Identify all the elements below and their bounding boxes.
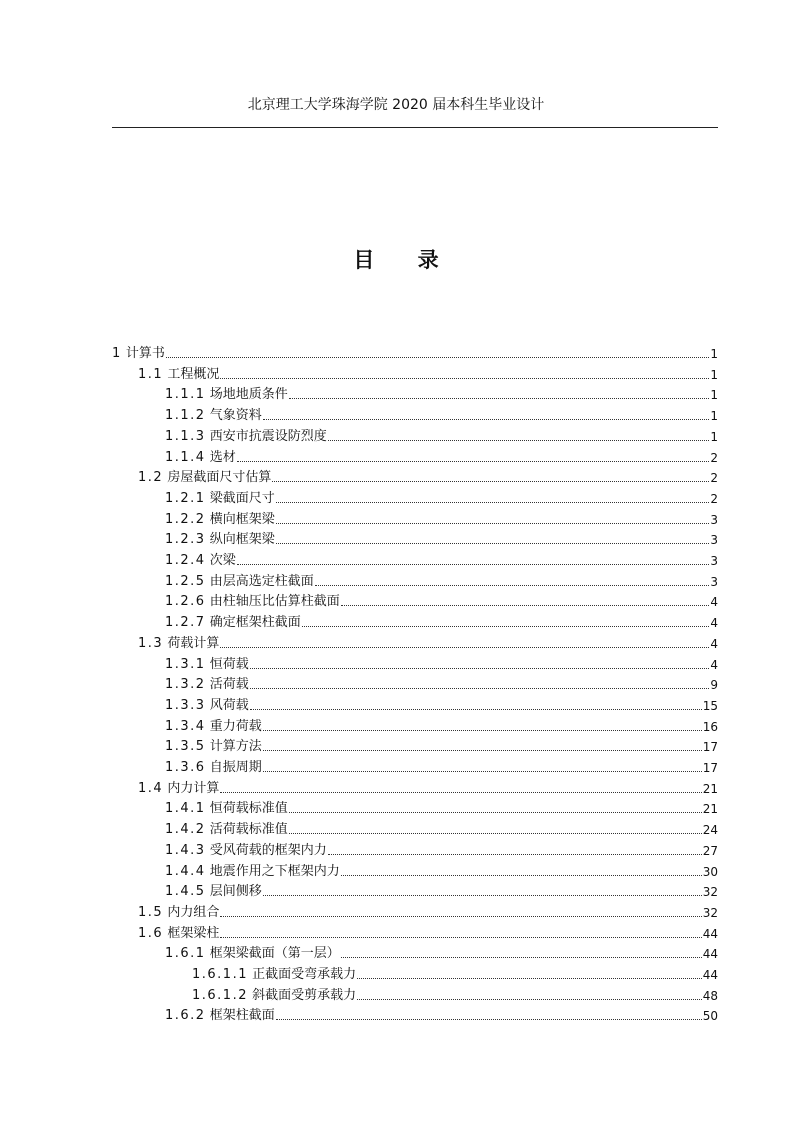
toc-entry-number: 1.4 bbox=[138, 780, 164, 796]
toc-entry-text: 地震作用之下框架内力 bbox=[209, 863, 340, 879]
toc-entry[interactable] bbox=[165, 425, 718, 445]
toc-dot-leader bbox=[263, 749, 702, 751]
toc-title: 目 录 bbox=[353, 247, 457, 272]
toc-entry-page: 27 bbox=[702, 843, 718, 858]
toc-entry-page: 9 bbox=[710, 678, 718, 693]
toc-entry[interactable] bbox=[138, 466, 718, 486]
toc-entry-number: 1.3.1 bbox=[165, 656, 206, 672]
toc-entry[interactable] bbox=[165, 590, 718, 610]
toc-entry-number: 1.3.4 bbox=[165, 718, 206, 734]
toc-entry-page: 48 bbox=[702, 988, 718, 1003]
toc-entry[interactable] bbox=[165, 528, 718, 548]
toc-entry-label bbox=[165, 615, 301, 631]
toc-entry-page: 1 bbox=[710, 429, 718, 444]
toc-dot-leader bbox=[220, 646, 709, 648]
toc-entry-number: 1.4.3 bbox=[165, 842, 206, 858]
toc-entry-page: 1 bbox=[710, 347, 718, 361]
toc-entry-label bbox=[192, 988, 356, 1004]
toc-entry-number: 1.4.4 bbox=[165, 863, 206, 879]
toc-entry-text: 内力组合 bbox=[167, 904, 220, 920]
toc-dot-leader bbox=[237, 460, 710, 462]
toc-entry-page: 1 bbox=[710, 367, 718, 382]
toc-dot-leader bbox=[250, 708, 702, 710]
toc-entry-text: 荷载计算 bbox=[167, 635, 220, 651]
toc-entry-label bbox=[165, 491, 275, 507]
toc-entry[interactable] bbox=[192, 984, 718, 1004]
toc-entry[interactable] bbox=[165, 673, 718, 693]
toc-entry-label bbox=[165, 946, 340, 962]
toc-entry-label bbox=[192, 967, 356, 983]
toc-entry-text: 选材 bbox=[209, 449, 236, 465]
toc-entry-number: 1 bbox=[112, 346, 122, 361]
toc-entry-page: 17 bbox=[702, 740, 718, 755]
toc-entry[interactable] bbox=[165, 383, 718, 403]
toc-entry[interactable] bbox=[165, 446, 718, 466]
toc-entry-page: 4 bbox=[710, 636, 718, 651]
toc-entry[interactable] bbox=[165, 570, 718, 590]
toc-entry[interactable] bbox=[165, 715, 718, 735]
toc-dot-leader bbox=[357, 977, 702, 979]
toc-entry-label bbox=[138, 926, 219, 942]
toc-entry-page: 4 bbox=[710, 616, 718, 631]
toc-entry-text: 层间侧移 bbox=[209, 884, 262, 900]
toc-entry-label bbox=[165, 387, 288, 403]
toc-entry-number: 1.2.7 bbox=[165, 615, 206, 631]
toc-entry-text: 内力计算 bbox=[167, 780, 220, 796]
toc-dot-leader bbox=[220, 791, 701, 793]
toc-entry-label bbox=[165, 1008, 275, 1024]
toc-entry-number: 1.1.4 bbox=[165, 449, 206, 465]
toc-entry-text: 框架柱截面 bbox=[209, 1008, 275, 1024]
toc-entry-text: 横向框架梁 bbox=[209, 511, 275, 527]
toc-entry[interactable] bbox=[165, 653, 718, 673]
toc-dot-leader bbox=[220, 915, 701, 917]
toc-entry-number: 1.2.1 bbox=[165, 490, 206, 506]
toc-entry-page: 3 bbox=[710, 533, 718, 548]
toc-entry-label bbox=[165, 864, 340, 880]
toc-entry-number: 1.2.4 bbox=[165, 553, 206, 568]
toc-entry[interactable] bbox=[192, 963, 718, 983]
toc-entry-text: 气象资料 bbox=[209, 408, 262, 424]
toc-entry-label bbox=[138, 636, 219, 652]
toc-entry-text: 西安市抗震设防烈度 bbox=[209, 428, 327, 444]
toc-entry[interactable] bbox=[165, 1004, 718, 1024]
toc-dot-leader bbox=[220, 936, 701, 938]
toc-entry-text: 重力荷载 bbox=[209, 718, 262, 734]
toc-entry-number: 1.1.2 bbox=[165, 408, 206, 424]
toc-entry-label bbox=[165, 760, 262, 776]
toc-entry-number: 1.4.1 bbox=[165, 801, 206, 817]
toc-entry-label bbox=[165, 553, 236, 569]
toc-entry-text: 受风荷载的框架内力 bbox=[209, 842, 327, 858]
toc-entry-number: 1.2 bbox=[138, 470, 164, 486]
toc-entry-text: 房屋截面尺寸估算 bbox=[167, 470, 272, 486]
toc-entry-text: 正截面受弯承载力 bbox=[252, 967, 357, 982]
toc-entry-number: 1.1.1 bbox=[165, 387, 206, 403]
toc-entry-number: 1.2.3 bbox=[165, 532, 206, 548]
toc-entry-text: 框架梁截面（第一层） bbox=[209, 946, 340, 962]
toc-entry-label bbox=[138, 905, 219, 921]
toc-dot-leader bbox=[272, 480, 709, 482]
toc-entry-text: 计算方法 bbox=[209, 739, 262, 755]
toc-entry[interactable] bbox=[165, 735, 718, 755]
toc-entry-page: 16 bbox=[702, 719, 718, 734]
toc-entry-text: 恒荷载标准值 bbox=[209, 801, 288, 817]
toc-entry-label bbox=[165, 801, 288, 817]
toc-entry-number: 1.6 bbox=[138, 925, 164, 941]
toc-entry-label bbox=[165, 677, 249, 693]
toc-entry-page: 44 bbox=[702, 968, 718, 982]
toc-dot-leader bbox=[315, 584, 710, 586]
toc-entry[interactable] bbox=[112, 342, 718, 362]
toc-entry[interactable] bbox=[138, 901, 718, 921]
toc-entry[interactable] bbox=[165, 508, 718, 528]
header-rule bbox=[112, 127, 718, 128]
toc-entry-page: 21 bbox=[702, 802, 718, 817]
toc-entry[interactable] bbox=[138, 777, 718, 797]
toc-entry-text: 次梁 bbox=[209, 553, 236, 568]
toc-entry-label bbox=[112, 346, 165, 362]
toc-entry-label bbox=[165, 884, 262, 900]
toc-entry-number: 1.3.6 bbox=[165, 760, 206, 775]
toc-entry[interactable] bbox=[165, 404, 718, 424]
toc-entry-label bbox=[138, 781, 219, 797]
toc-entry[interactable] bbox=[165, 880, 718, 900]
toc-entry-number: 1.4.5 bbox=[165, 884, 206, 900]
toc-entry[interactable] bbox=[165, 839, 718, 859]
toc-dot-leader bbox=[220, 377, 709, 379]
toc-entry-text: 活荷载标准值 bbox=[209, 822, 288, 838]
toc-entry[interactable] bbox=[165, 860, 718, 880]
toc-dot-leader bbox=[276, 501, 710, 503]
toc-dot-leader bbox=[289, 397, 710, 399]
toc-dot-leader bbox=[328, 853, 702, 855]
toc-entry-text: 斜截面受剪承载力 bbox=[252, 987, 357, 1003]
toc-entry-page: 32 bbox=[702, 885, 718, 900]
toc-entry[interactable] bbox=[165, 942, 718, 962]
toc-entry-label bbox=[165, 594, 340, 610]
toc-entry-number: 1.3.3 bbox=[165, 697, 206, 713]
toc-entry-number: 1.6.2 bbox=[165, 1008, 206, 1024]
toc-entry-text: 计算书 bbox=[125, 346, 165, 361]
toc-entry-label bbox=[138, 470, 271, 486]
toc-entry-page: 3 bbox=[710, 574, 718, 589]
toc-dot-leader bbox=[263, 418, 710, 420]
toc-entry-text: 纵向框架梁 bbox=[209, 532, 275, 548]
toc-entry[interactable] bbox=[138, 363, 718, 383]
toc-dot-leader bbox=[276, 1018, 702, 1020]
toc-entry-page: 50 bbox=[702, 1009, 718, 1024]
toc-entry-page: 2 bbox=[710, 450, 718, 465]
toc-dot-leader bbox=[237, 563, 710, 565]
toc-dot-leader bbox=[263, 729, 702, 731]
toc-entry-page: 1 bbox=[710, 409, 718, 424]
toc-entry-number: 1.1 bbox=[138, 366, 164, 382]
toc-entry-text: 活荷载 bbox=[209, 677, 249, 693]
toc-dot-leader bbox=[357, 998, 702, 1000]
toc-entry-text: 恒荷载 bbox=[209, 656, 249, 672]
toc-entry-text: 框架梁柱 bbox=[167, 925, 220, 941]
toc-entry-label bbox=[165, 719, 262, 735]
toc-entry-text: 风荷载 bbox=[209, 697, 249, 713]
toc-dot-leader bbox=[341, 956, 702, 958]
toc-dot-leader bbox=[328, 439, 710, 441]
toc-entry-label bbox=[165, 657, 249, 673]
toc-entry-number: 1.6.1.1 bbox=[192, 967, 248, 982]
toc-entry-label bbox=[165, 450, 236, 466]
toc-entry-page: 3 bbox=[710, 512, 718, 527]
toc-entry[interactable] bbox=[165, 797, 718, 817]
toc-dot-leader bbox=[289, 811, 702, 813]
toc-entry-text: 梁截面尺寸 bbox=[209, 490, 275, 506]
toc-dot-leader bbox=[289, 832, 702, 834]
toc-entry-page: 15 bbox=[702, 698, 718, 713]
toc-dot-leader bbox=[166, 356, 709, 358]
toc-entry-label bbox=[165, 532, 275, 548]
toc-dot-leader bbox=[263, 770, 702, 772]
toc-entry-number: 1.2.2 bbox=[165, 511, 206, 527]
toc-entry-label bbox=[165, 739, 262, 755]
toc-entry-number: 1.4.2 bbox=[165, 822, 206, 838]
toc-entry-number: 1.2.5 bbox=[165, 573, 206, 589]
toc-dot-leader bbox=[341, 874, 702, 876]
toc-dot-leader bbox=[341, 604, 710, 606]
toc-entry-page: 4 bbox=[710, 595, 718, 610]
toc-entry-label bbox=[165, 574, 314, 590]
toc-entry-label bbox=[165, 698, 249, 714]
toc-dot-leader bbox=[250, 667, 710, 669]
toc-entry[interactable] bbox=[165, 487, 718, 507]
toc-entry[interactable] bbox=[165, 694, 718, 714]
toc-entry-text: 由层高选定柱截面 bbox=[209, 573, 314, 589]
toc-entry[interactable] bbox=[138, 922, 718, 942]
toc-entry-label bbox=[165, 822, 288, 838]
toc-entry-page: 44 bbox=[702, 947, 718, 962]
toc-entry-page: 32 bbox=[702, 905, 718, 920]
toc-entry-number: 1.6.1 bbox=[165, 946, 206, 962]
toc-entry-number: 1.2.6 bbox=[165, 594, 206, 610]
toc-dot-leader bbox=[302, 625, 710, 627]
toc-entry-page: 30 bbox=[702, 864, 718, 879]
toc-dot-leader bbox=[250, 687, 710, 689]
toc-dot-leader bbox=[263, 894, 702, 896]
toc-entry-page: 1 bbox=[710, 388, 718, 403]
toc-entry-label bbox=[165, 843, 327, 859]
toc-entry-page: 44 bbox=[702, 926, 718, 941]
toc-entry-number: 1.6.1.2 bbox=[192, 987, 248, 1003]
toc-entry-page: 24 bbox=[702, 823, 718, 838]
toc-entry-page: 2 bbox=[710, 491, 718, 506]
toc-entry-label bbox=[138, 367, 219, 383]
toc-entry-page: 2 bbox=[710, 471, 718, 486]
toc-entry-page: 17 bbox=[702, 761, 718, 775]
toc-entry[interactable] bbox=[165, 756, 718, 776]
toc-entry-text: 场地地质条件 bbox=[209, 387, 288, 403]
toc-entry-text: 工程概况 bbox=[167, 366, 220, 382]
toc-entry-number: 1.3.5 bbox=[165, 739, 206, 755]
toc-entry-label bbox=[165, 408, 262, 424]
toc-entry-label bbox=[165, 512, 275, 528]
toc-entry-number: 1.3.2 bbox=[165, 677, 206, 693]
toc-entry[interactable] bbox=[165, 818, 718, 838]
toc-entry-label bbox=[165, 429, 327, 445]
toc-entry-number: 1.3 bbox=[138, 635, 164, 651]
toc-entry[interactable] bbox=[138, 632, 718, 652]
toc-entry-number: 1.5 bbox=[138, 904, 164, 920]
toc-entry-text: 由柱轴压比估算柱截面 bbox=[209, 594, 340, 610]
toc-entry[interactable] bbox=[165, 611, 718, 631]
toc-entry-page: 3 bbox=[710, 554, 718, 568]
toc-dot-leader bbox=[276, 542, 710, 544]
running-header: 北京理工大学珠海学院 2020 届本科生毕业设计 bbox=[247, 97, 545, 113]
toc-entry-number: 1.1.3 bbox=[165, 428, 206, 444]
toc-entry-text: 自振周期 bbox=[209, 760, 262, 775]
toc-entry-page: 4 bbox=[710, 657, 718, 672]
toc-entry-page: 21 bbox=[702, 781, 718, 796]
toc-entry-text: 确定框架柱截面 bbox=[209, 615, 301, 631]
toc-dot-leader bbox=[276, 522, 710, 524]
toc-entry[interactable] bbox=[165, 549, 718, 569]
